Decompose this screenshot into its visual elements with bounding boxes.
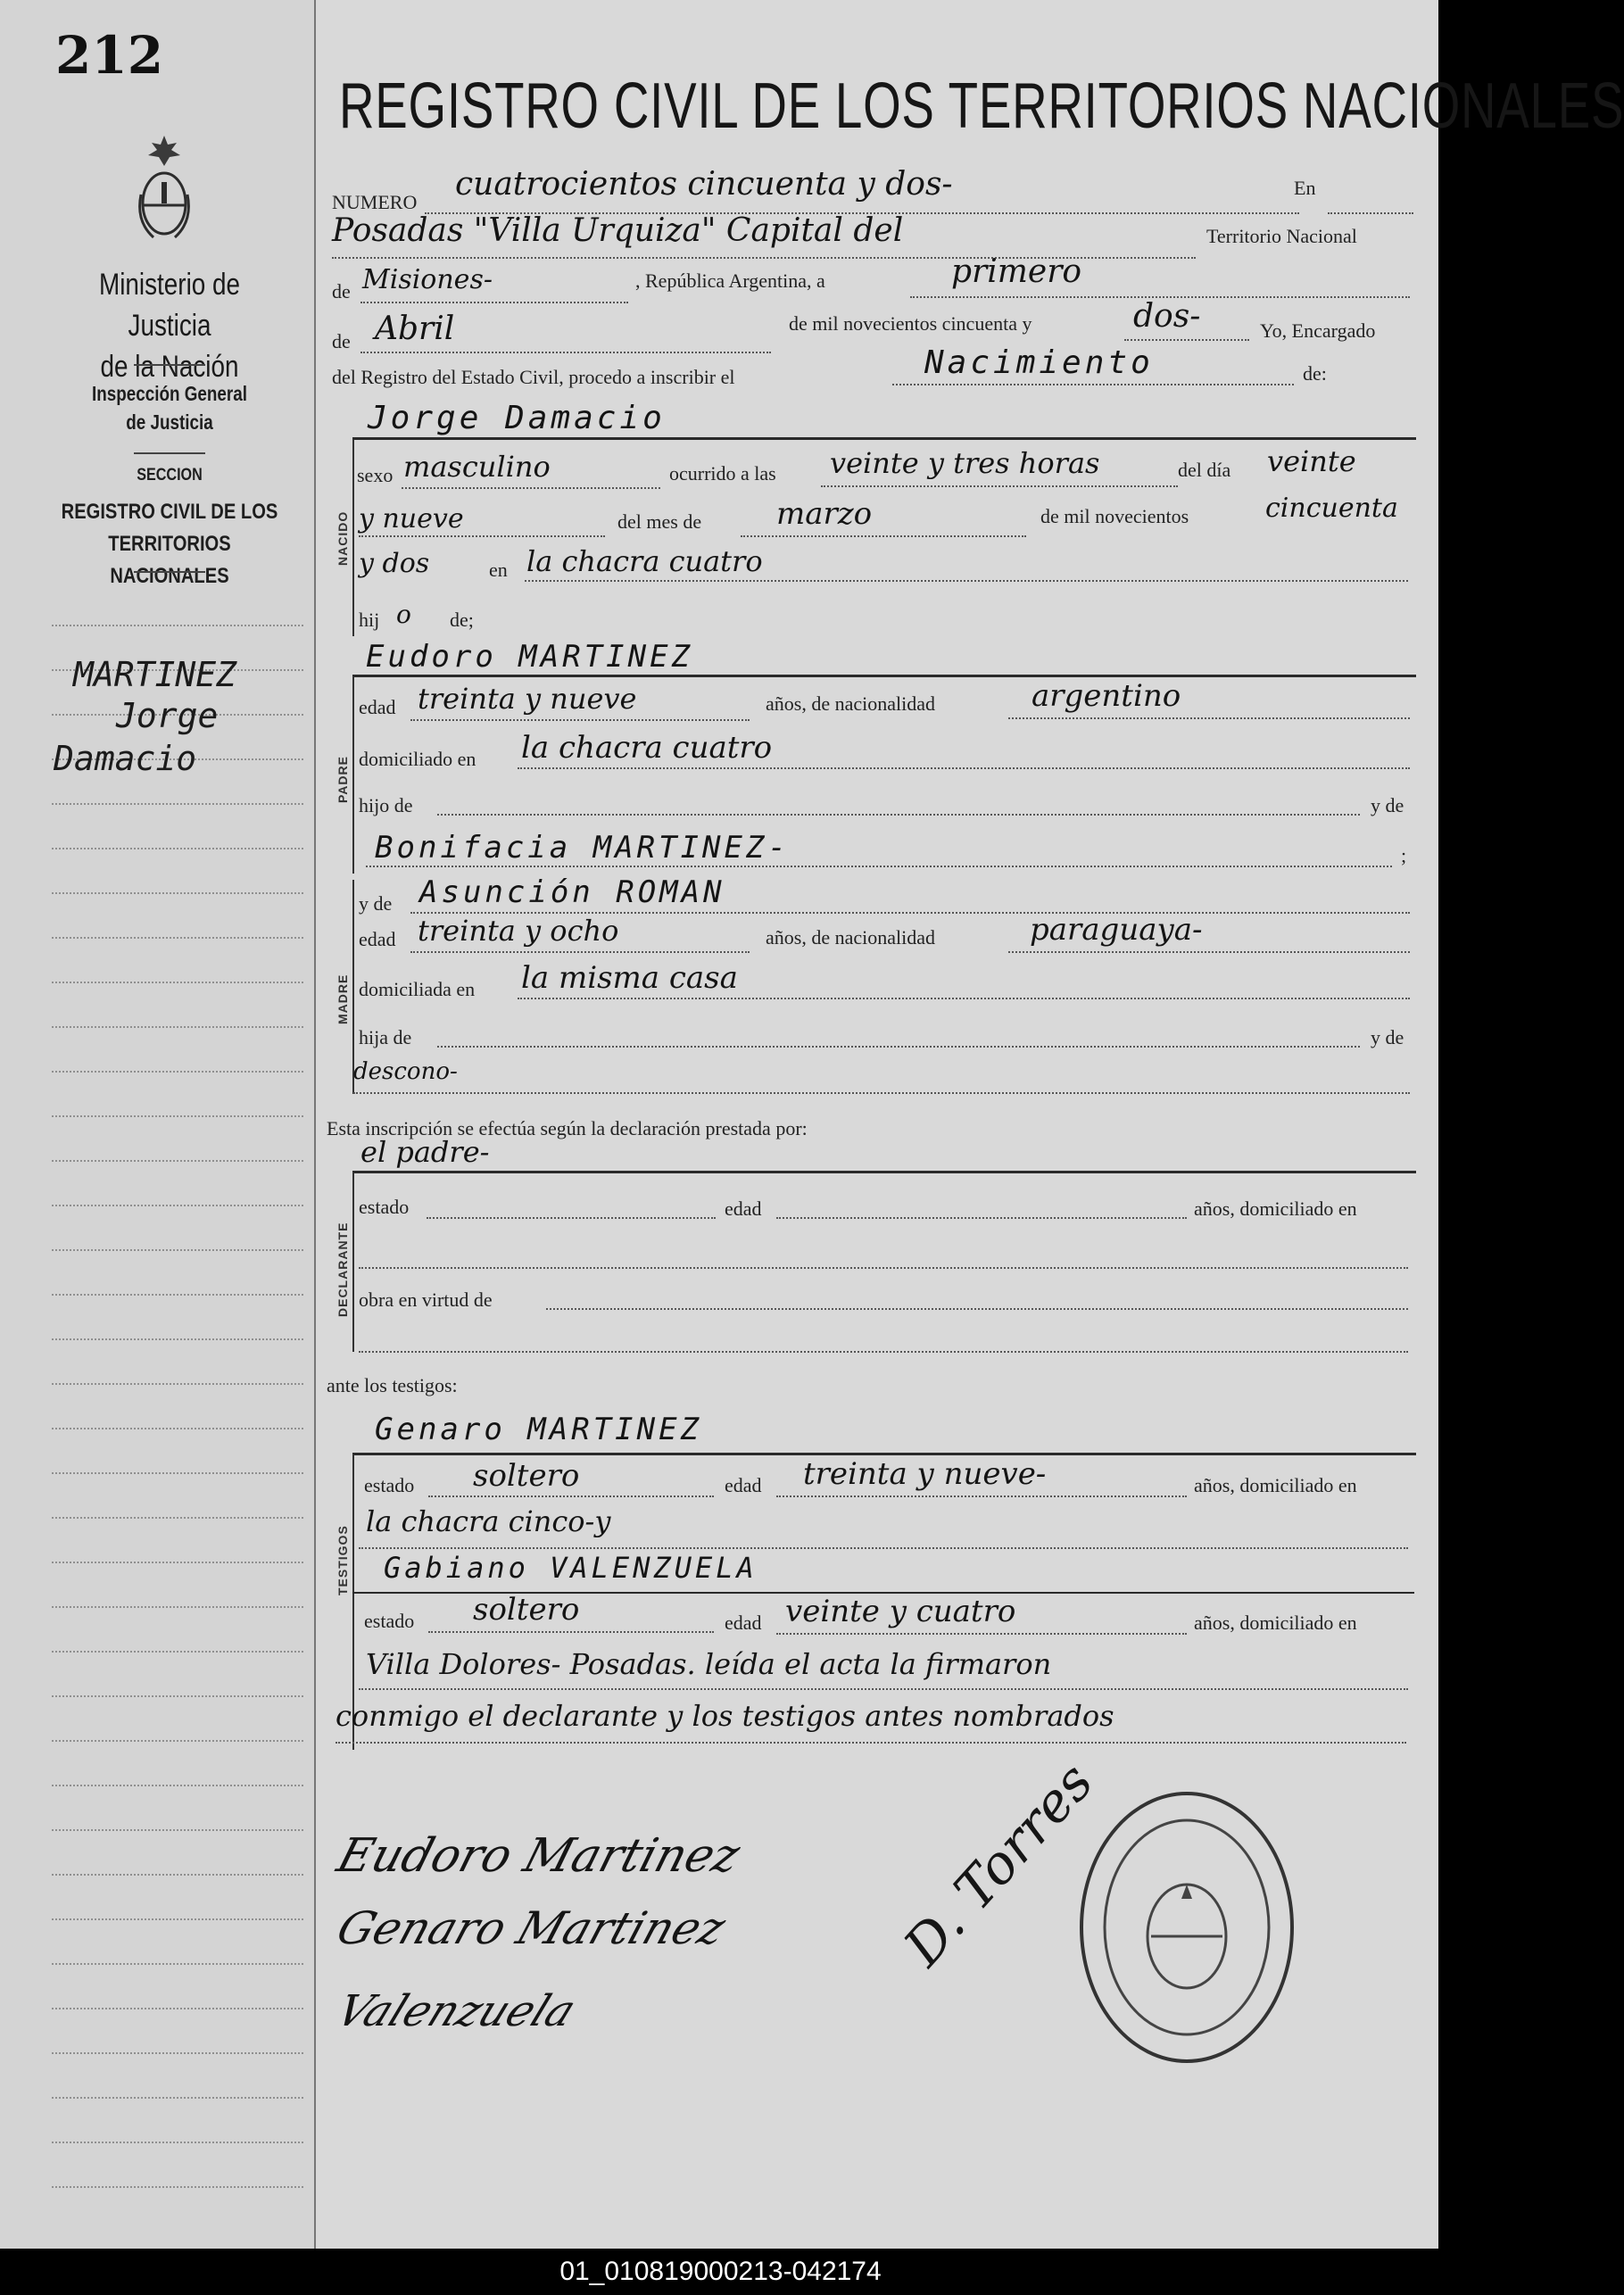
margin-rule-line bbox=[52, 1205, 303, 1206]
margin-rule-line bbox=[52, 1517, 303, 1519]
abuelos-paternos: Bonifacia MARTINEZ- bbox=[375, 830, 790, 866]
hora-value: veinte y tres horas bbox=[830, 446, 1100, 480]
coat-of-arms-icon bbox=[136, 132, 193, 248]
dia-value-cont: y nueve bbox=[359, 503, 464, 534]
mil-label: de mil novecientos bbox=[1040, 505, 1189, 527]
margin-rule-line bbox=[52, 1606, 303, 1608]
margin-rule-line bbox=[52, 803, 303, 805]
testigos-side-label: TESTIGOS bbox=[336, 1525, 350, 1595]
margin-rule-line bbox=[52, 625, 303, 626]
dotted-line bbox=[776, 1495, 1187, 1497]
anio-value-cont: y dos bbox=[359, 548, 430, 579]
declarante-name: el padre- bbox=[360, 1135, 490, 1169]
madre-side-label: MADRE bbox=[336, 974, 350, 1024]
nacido-name: Jorge Damacio bbox=[368, 400, 666, 436]
ministry-line-2: de la Nación bbox=[100, 350, 239, 384]
estado-label: estado bbox=[359, 1196, 410, 1218]
dotted-line bbox=[410, 719, 750, 721]
padre-side-label: PADRE bbox=[336, 756, 350, 803]
dotted-line bbox=[518, 767, 1410, 769]
margin-rule-line bbox=[52, 1740, 303, 1742]
mes-value: Abril bbox=[375, 311, 455, 347]
domicilio-label: domiciliado en bbox=[359, 748, 476, 770]
domicilio-label: domiciliada en bbox=[359, 978, 476, 1000]
testigo-2-estado: soltero bbox=[473, 1592, 580, 1628]
margin-rule-line bbox=[52, 1115, 303, 1117]
dotted-line bbox=[525, 580, 1408, 582]
sexo-label: sexo bbox=[357, 464, 394, 486]
margin-rule-line bbox=[52, 2052, 303, 2054]
y-de-label: y de bbox=[1371, 1026, 1404, 1048]
dotted-line bbox=[353, 1092, 1410, 1094]
dotted-line bbox=[1328, 212, 1413, 214]
acta-cierre: conmigo el declarante y los testigos antes nombrados bbox=[336, 1699, 1114, 1733]
margin-rule-line bbox=[52, 1695, 303, 1697]
dia-value: primero bbox=[951, 253, 1082, 290]
inspeccion-line-2: de Justicia bbox=[126, 410, 213, 434]
republica-label: , República Argentina, a bbox=[635, 269, 825, 292]
registro-label: del Registro del Estado Civil, procedo a inscribir el bbox=[332, 366, 735, 388]
declarante-side-label: DECLARANTE bbox=[336, 1222, 350, 1317]
anios-label: años, domiciliado en bbox=[1194, 1474, 1357, 1496]
dotted-line bbox=[776, 1633, 1187, 1635]
margin-rule-line bbox=[52, 2142, 303, 2143]
de-label: de; bbox=[450, 609, 474, 631]
mes-label: del mes de bbox=[617, 510, 702, 533]
dotted-line bbox=[360, 352, 771, 353]
dotted-line bbox=[437, 1046, 1360, 1048]
dotted-line bbox=[427, 1217, 716, 1219]
margin-rule-line bbox=[52, 1428, 303, 1429]
dotted-line bbox=[1008, 951, 1410, 953]
padre-name: Eudoro MARTINEZ bbox=[366, 639, 694, 675]
hijo-value: o bbox=[396, 600, 411, 629]
margin-rule-line bbox=[52, 848, 303, 849]
official-seal-icon bbox=[1071, 1785, 1303, 2070]
margin-rule-line bbox=[52, 892, 303, 894]
estado-label: estado bbox=[364, 1610, 415, 1632]
margin-rule-line bbox=[52, 1651, 303, 1653]
margin-rule-line bbox=[52, 1472, 303, 1474]
testigo-2-name: Gabiano VALENZUELA bbox=[384, 1551, 758, 1585]
anios-label: años, domiciliado en bbox=[1194, 1197, 1357, 1220]
dotted-line bbox=[437, 814, 1360, 816]
dotted-line bbox=[359, 1351, 1408, 1353]
acto-value: Nacimiento bbox=[924, 344, 1154, 381]
dia-value: veinte bbox=[1267, 444, 1356, 478]
hijo-de-label: hijo de bbox=[359, 794, 413, 816]
testigo-1-name: Genaro MARTINEZ bbox=[375, 1412, 703, 1447]
mes-value: marzo bbox=[776, 496, 873, 532]
edad-label: edad bbox=[725, 1197, 762, 1220]
domicilio-value: la misma casa bbox=[521, 960, 738, 996]
abuelos-maternos: descono- bbox=[353, 1058, 458, 1085]
nacido-side-label: NACIDO bbox=[336, 510, 350, 566]
inspeccion-heading bbox=[60, 379, 279, 436]
numero-value: cuatrocientos cincuenta y dos- bbox=[455, 166, 953, 203]
margin-rule-line bbox=[52, 937, 303, 939]
y-de-label: y de bbox=[359, 892, 393, 915]
margin-rule-line bbox=[52, 1338, 303, 1340]
seccion-label: SECCION bbox=[137, 466, 203, 485]
ocurrido-label: ocurrido a las bbox=[669, 462, 776, 485]
margin-rule-line bbox=[52, 1026, 303, 1028]
testigo-1-domicilio: la chacra cinco-y bbox=[366, 1504, 611, 1538]
dotted-line bbox=[336, 1742, 1406, 1744]
signature-testigo-2: Valenzuela bbox=[328, 1986, 584, 2036]
margin-rule-line bbox=[52, 1918, 303, 1920]
margin-rule-line bbox=[52, 1383, 303, 1385]
lugar-value: Posadas "Villa Urquiza" Capital del bbox=[332, 212, 904, 249]
margin-rule-line bbox=[52, 2097, 303, 2099]
signature-encargado: D. Torres bbox=[892, 1751, 1106, 1978]
signature-testigo-1: Genaro Martinez bbox=[330, 1902, 733, 1954]
dotted-line bbox=[366, 866, 1392, 867]
dotted-line bbox=[1008, 717, 1410, 719]
dotted-line bbox=[518, 998, 1410, 999]
margin-rule-line bbox=[52, 1160, 303, 1162]
testigo-1-edad: treinta y nueve- bbox=[803, 1456, 1047, 1492]
margin-surname: MARTINEZ bbox=[73, 655, 237, 694]
dotted-line bbox=[428, 1631, 714, 1633]
nacionalidad-value: argentino bbox=[1032, 678, 1181, 714]
margin-rule-line bbox=[52, 1249, 303, 1251]
anios-label: años, de nacionalidad bbox=[766, 692, 935, 715]
lugar-value: la chacra cuatro bbox=[526, 544, 763, 578]
anios-label: años, domiciliado en bbox=[1194, 1611, 1357, 1634]
margin-rule-line bbox=[52, 1829, 303, 1831]
testigo-2-domicilio: Villa Dolores- Posadas. leída el acta la firmaron bbox=[366, 1647, 1052, 1681]
margin-rule-line bbox=[52, 1294, 303, 1296]
seccion-line-2: TERRITORIOS NACIONALES bbox=[108, 532, 231, 588]
margin-rule-line bbox=[52, 982, 303, 983]
yo-encargado-label: Yo, Encargado bbox=[1260, 319, 1376, 342]
domicilio-value: la chacra cuatro bbox=[521, 730, 773, 766]
dotted-line bbox=[410, 951, 750, 953]
edad-label: edad bbox=[725, 1611, 762, 1634]
inspeccion-line-1: Inspección General bbox=[91, 382, 247, 405]
territorio-label: Territorio Nacional bbox=[1206, 225, 1357, 247]
anios-label: años, de nacionalidad bbox=[766, 926, 935, 949]
dotted-line bbox=[359, 535, 605, 537]
testigo-2-edad: veinte y cuatro bbox=[785, 1594, 1016, 1629]
image-footer-code: 01_010819000213-042174 bbox=[559, 2257, 882, 2286]
hija-de-label: hija de bbox=[359, 1026, 412, 1048]
dotted-line bbox=[741, 535, 1026, 537]
madre-name: Asunción ROMAN bbox=[419, 874, 725, 910]
de-label: de bbox=[332, 280, 351, 302]
anio-value: dos- bbox=[1133, 298, 1201, 335]
dotted-line bbox=[776, 1217, 1187, 1219]
del-dia-label: del día bbox=[1178, 459, 1231, 481]
margin-rule-line bbox=[52, 1562, 303, 1563]
anio-value: cincuenta bbox=[1265, 493, 1398, 524]
de-colon-label: de: bbox=[1303, 362, 1327, 385]
nacionalidad-value: paraguaya- bbox=[1030, 912, 1203, 948]
declaracion-intro: Esta inscripción se efectúa según la declaración prestada por: bbox=[327, 1117, 808, 1139]
dotted-line bbox=[360, 302, 628, 303]
dotted-line bbox=[428, 1495, 714, 1497]
dotted-line bbox=[821, 485, 1178, 487]
divider bbox=[134, 452, 205, 454]
semicolon: ; bbox=[1401, 844, 1407, 866]
en-label: en bbox=[489, 559, 508, 581]
ministry-line-1: Ministerio de Justicia bbox=[98, 268, 241, 343]
edad-value: treinta y ocho bbox=[418, 914, 619, 948]
margin-rule-line bbox=[52, 2186, 303, 2188]
ministry-heading bbox=[60, 264, 279, 387]
dotted-line bbox=[359, 1688, 1408, 1690]
divider bbox=[134, 364, 205, 366]
margin-rule-line bbox=[52, 1785, 303, 1786]
dotted-line bbox=[892, 384, 1294, 385]
page-number: 212 bbox=[55, 25, 164, 86]
edad-label: edad bbox=[725, 1474, 762, 1496]
estado-label: estado bbox=[364, 1474, 415, 1496]
margin-rule-line bbox=[52, 1071, 303, 1073]
mil-label: de mil novecientos cincuenta y bbox=[789, 312, 1032, 335]
divider bbox=[134, 571, 205, 573]
seccion-heading bbox=[57, 496, 282, 592]
margin-given-name: Jorge bbox=[116, 696, 219, 735]
y-de-label: y de bbox=[1371, 794, 1404, 816]
dotted-line bbox=[402, 487, 660, 489]
numero-label: NUMERO bbox=[332, 191, 418, 213]
seccion-line-1: REGISTRO CIVIL DE LOS bbox=[61, 500, 278, 524]
dotted-line bbox=[1124, 339, 1249, 341]
territorio-value: Misiones- bbox=[362, 264, 493, 295]
de-label: de bbox=[332, 330, 351, 352]
en-label: En bbox=[1294, 177, 1316, 199]
margin-second-name: Damacio bbox=[54, 739, 197, 778]
dotted-line bbox=[359, 1547, 1408, 1549]
dotted-line bbox=[359, 1267, 1408, 1269]
edad-value: treinta y nueve bbox=[418, 682, 637, 716]
hijo-label: hij bbox=[359, 609, 380, 631]
margin-rule-line bbox=[52, 1963, 303, 1965]
edad-label: edad bbox=[359, 696, 396, 718]
registry-title: REGISTRO CIVIL DE LOS TERRITORIOS NACIONALES bbox=[339, 70, 1624, 142]
edad-label: edad bbox=[359, 928, 396, 950]
obra-label: obra en virtud de bbox=[359, 1288, 493, 1311]
margin-rule-line bbox=[52, 1874, 303, 1876]
signature-padre: Eudoro Martinez bbox=[331, 1829, 746, 1883]
testigos-intro: ante los testigos: bbox=[327, 1374, 458, 1396]
dotted-line bbox=[546, 1308, 1408, 1310]
margin-rule-line bbox=[52, 2008, 303, 2009]
testigo-1-estado: soltero bbox=[473, 1458, 580, 1494]
sexo-value: masculino bbox=[403, 450, 551, 484]
